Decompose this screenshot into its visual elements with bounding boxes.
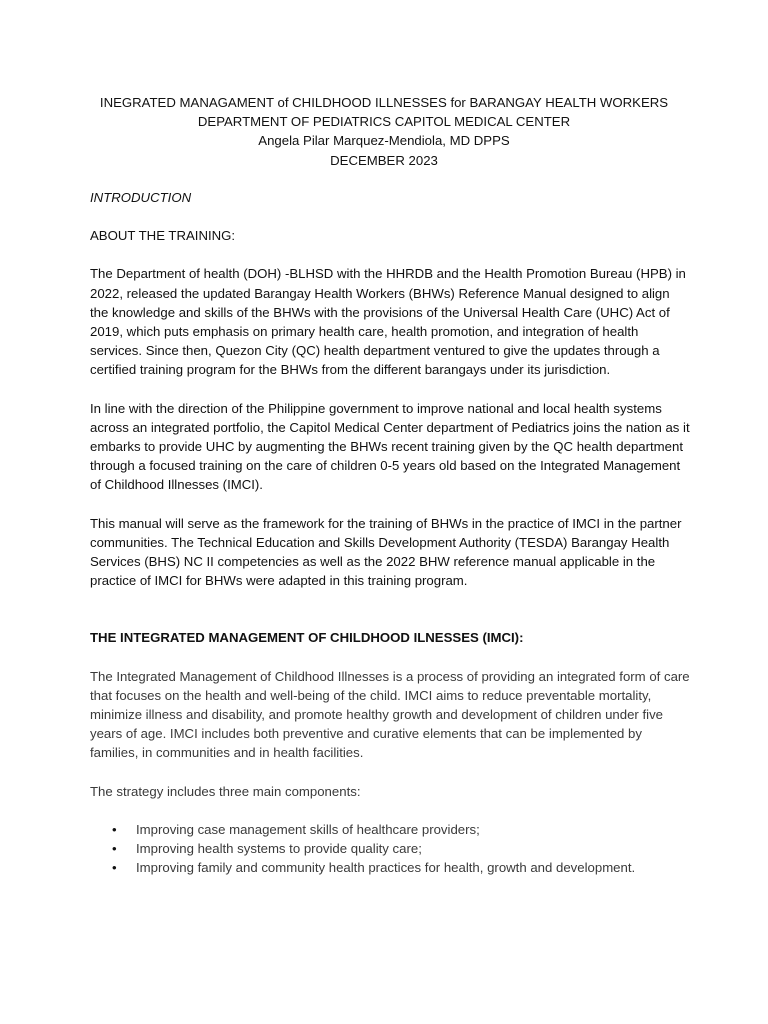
bullet-icon: • [112,821,117,837]
introduction-heading: INTRODUCTION [90,190,192,205]
components-list [90,820,690,878]
bullet-icon: • [112,860,117,876]
department-name: DEPARTMENT OF PEDIATRICS CAPITOL MEDICAL CENTER [197,114,571,130]
document-title: INEGRATED MANAGAMENT of CHILDHOOD ILLNESSES for BARANGAY HEALTH WORKERS [99,95,669,110]
document-date: DECEMBER 2023 [330,152,438,168]
intro-paragraph-2: In line with the direction of the Philippine government to improve national and local health systems across an integrated portfolio, the Capitol Medical Center department of Pediatrics joins the nation as it embarks to provide UHC by augmenting the BHWs recent training given by the QC health department through a focused training on the care of children 0-5 years old based on the Integrated Management of Childhood Illnesses (IMCI). [90,400,690,493]
imci-heading: THE INTEGRATED MANAGEMENT OF CHILDHOOD ILNESSES (IMCI): [90,630,524,646]
intro-paragraph-1: The Department of health (DOH) -BLHSD with the HHRDB and the Health Promotion Bureau (HPB) in 2022, released the updated Barangay Health Workers (BHWs) Reference Manual designed to align the knowledge and skills of the BHWs with the provisions of the Universal Health Care (UHC) Act of 2019, which puts emphasis on primary health care, health promotion, and integration of health services. Since then, Quezon City (QC) health department ventured to give the updates through a certified training program for the BHWs from the different barangays under its jurisdiction. [90,266,686,378]
document-body [90,188,690,877]
component-text: Improving family and community health practices for health, growth and development. [136,860,636,876]
component-text: Improving case management skills of healthcare providers; [136,821,480,837]
component-text: Improving health systems to provide quality care; [136,841,422,857]
document-header [60,93,708,170]
author-name: Angela Pilar Marquez-Mendiola, MD DPPS [258,133,510,149]
imci-paragraph: The Integrated Management of Childhood Illnesses is a process of providing an integrated form of care that focuses on the health and well-being of the child. IMCI aims to reduce preventable mortality, minimize illness and disability, and promote healthy growth and development of children under five years of age. IMCI includes both preventive and curative elements that can be implemented by families, in communities and in health facilities. [90,668,690,761]
intro-paragraph-3: This manual will serve as the framework for the training of BHWs in the practice of IMCI in the partner communities. The Technical Education and Skills Development Authority (TESDA) Barangay Health Services (BHS) NC II competencies as well as the 2022 BHW reference manual applicable in the practice of IMCI for BHWs were adapted in this training program. [90,515,682,589]
list-item [90,839,690,858]
strategy-intro: The strategy includes three main components: [90,783,361,799]
list-item [90,820,690,839]
bullet-icon: • [112,841,117,857]
about-training-heading: ABOUT THE TRAINING: [90,228,236,244]
list-item [90,858,690,877]
